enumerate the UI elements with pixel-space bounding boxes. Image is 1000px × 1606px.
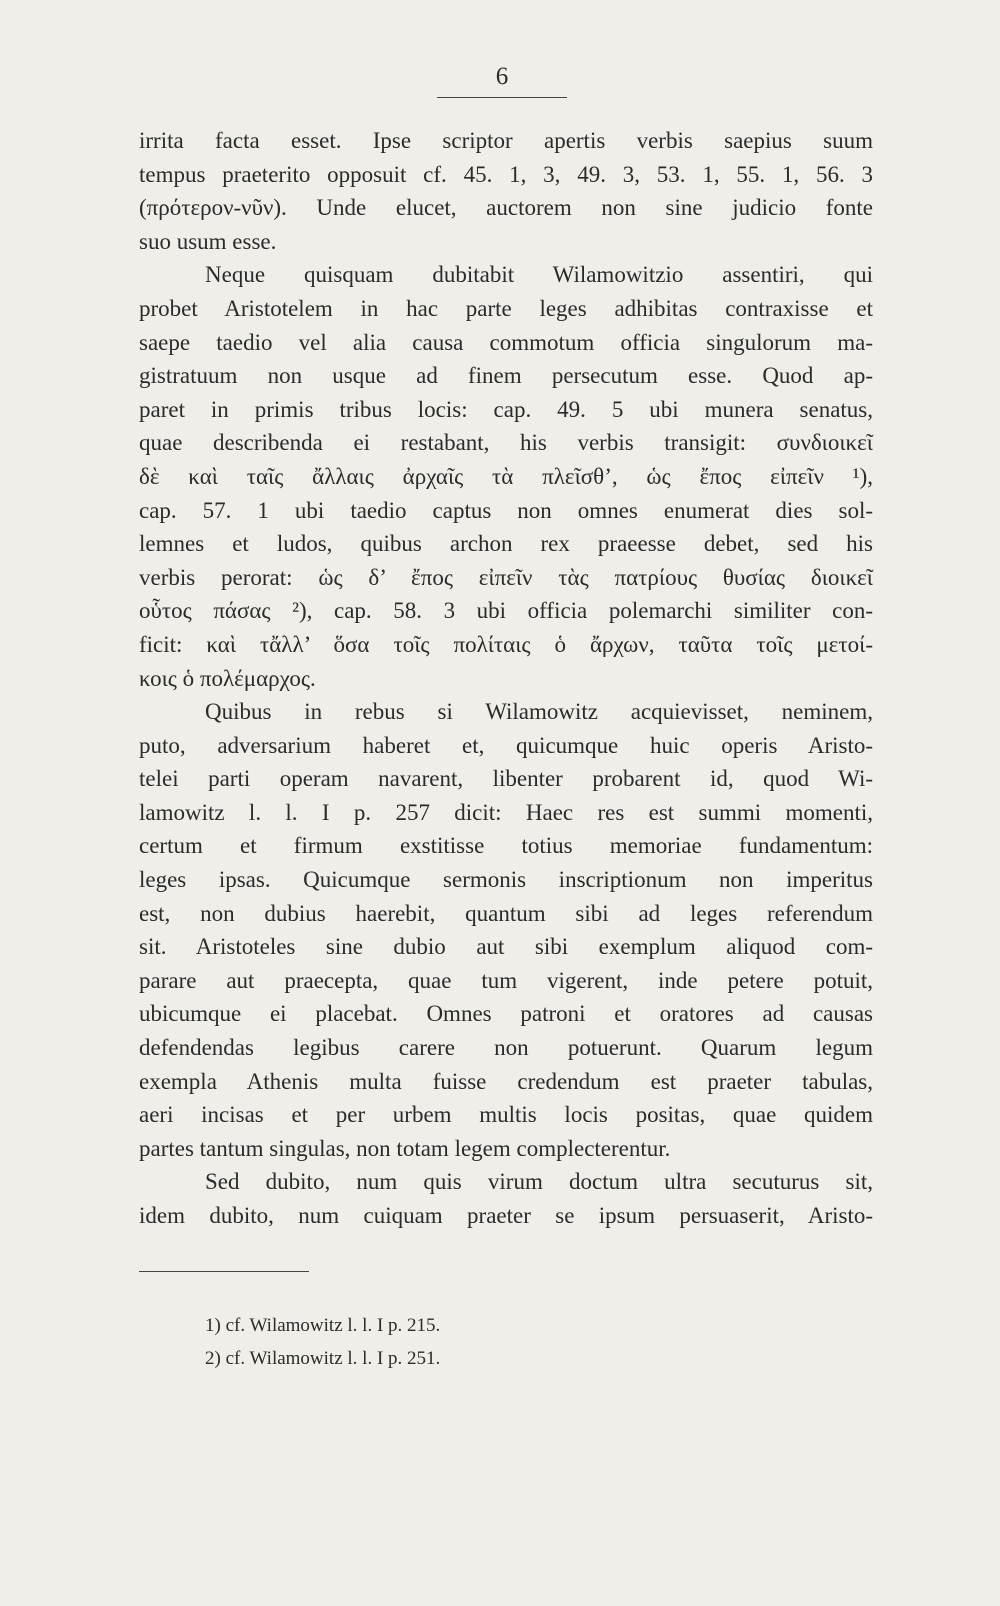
text-line: κοις ὁ πολέμαρχος. [139,665,316,691]
text-line: certum et firmum exstitisse totius memoriae fundamentum: [139,833,873,859]
text-line: defendendas legibus carere non potuerunt. Quarum legum [139,1035,873,1061]
text-line: aeri incisas et per urbem multis locis positas, quae quidem [139,1102,873,1128]
footnote: 1) cf. Wilamowitz l. l. I p. 215. [205,1315,441,1336]
text-line: puto, adversarium haberet et, quicumque huic operis Aristo- [139,732,873,758]
header-rule [437,97,567,98]
footnote-rule [139,1271,309,1272]
text-line: Neque quisquam dubitabit Wilamowitzio assentiri, qui [205,262,873,288]
text-line: probet Aristotelem in hac parte leges adhibitas contraxisse et [139,295,873,321]
text-line: gistratuum non usque ad finem persecutum esse. Quod ap- [139,363,873,389]
text-line: leges ipsas. Quicumque sermonis inscriptionum non imperitus [139,867,873,893]
text-line: lemnes et ludos, quibus archon rex praeesse debet, sed his [139,531,873,557]
text-line: tempus praeterito opposuit cf. 45. 1, 3, 49. 3, 53. 1, 55. 1, 56. 3 [139,161,873,187]
text-line: (πρότερον-νῦν). Unde elucet, auctorem non sine judicio fonte [139,195,873,221]
text-line: Quibus in rebus si Wilamowitz acquievisset, neminem, [205,699,873,725]
footnotes [205,1309,440,1375]
text-line: telei parti operam navarent, libenter probarent id, quod Wi- [139,766,873,792]
text-line: partes tantum singulas, non totam legem complecterentur. [139,1135,671,1161]
text-line: cap. 57. 1 ubi taedio captus non omnes enumerat dies sol- [139,497,873,523]
text-line: quae describenda ei restabant, his verbis transigit: συνδιοικεῖ [139,430,873,456]
text-line: lamowitz l. l. I p. 257 dicit: Haec res est summi momenti, [139,799,873,825]
text-line: Sed dubito, num quis virum doctum ultra secuturus sit, [205,1169,873,1195]
text-line: paret in primis tribus locis: cap. 49. 5 ubi munera senatus, [139,396,873,422]
text-line: δὲ καὶ ταῖς ἄλλαις ἀρχαῖς τὰ πλεῖσθ’, ὡς ἔπος εἰπεῖν ¹), [139,463,873,489]
text-line: exempla Athenis multa fuisse credendum est praeter tabulas, [139,1068,873,1094]
text-line: verbis perorat: ὡς δ’ ἔπος εἰπεῖν τὰς πατρίους θυσίας διοικεῖ [139,564,873,590]
text-line: ubicumque ei placebat. Omnes patroni et oratores ad causas [139,1001,873,1027]
footnote: 2) cf. Wilamowitz l. l. I p. 251. [205,1348,441,1369]
text-line: sit. Aristoteles sine dubio aut sibi exemplum aliquod com- [139,934,873,960]
text-line: saepe taedio vel alia causa commotum officia singulorum ma- [139,329,873,355]
text-line: est, non dubius haerebit, quantum sibi ad leges referendum [139,900,873,926]
text-line: οὗτος πάσας ²), cap. 58. 3 ubi officia polemarchi similiter con- [139,598,873,624]
page-number: 6 [495,63,509,90]
text-line: idem dubito, num cuiquam praeter se ipsum persuaserit, Aristo- [139,1203,873,1228]
text-line: ficit: καὶ τἄλλ’ ὅσα τοῖς πολίταις ὁ ἄρχων, ταῦτα τοῖς μετοί- [139,631,873,657]
text-line: suo usum esse. [139,228,277,254]
text-line: irrita facta esset. Ipse scriptor apertis verbis saepius suum [139,128,873,153]
text-line: parare aut praecepta, quae tum vigerent, inde petere potuit, [139,967,873,993]
body-text [139,124,873,1233]
